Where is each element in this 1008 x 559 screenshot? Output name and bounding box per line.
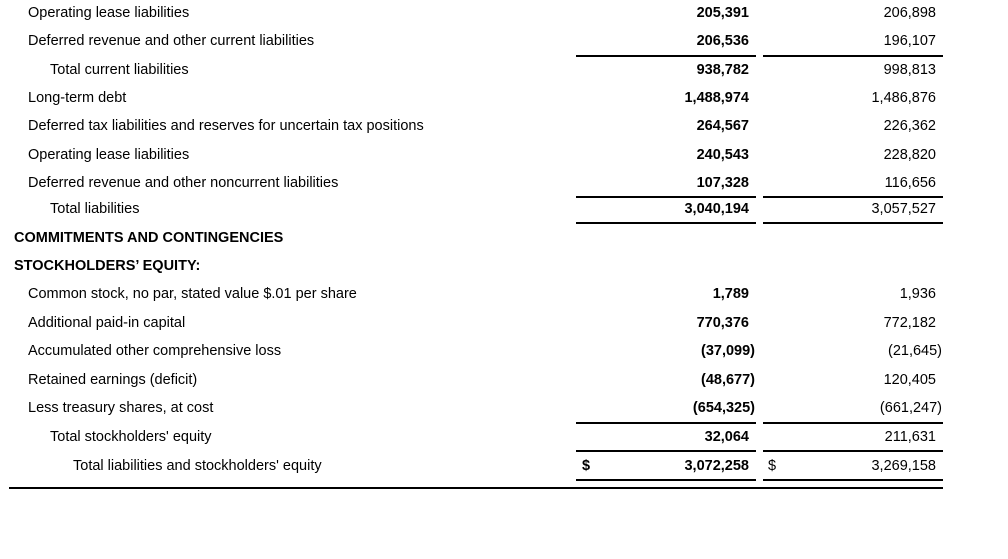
current-value: 1,789 bbox=[712, 286, 749, 302]
current-value: 264,567 bbox=[696, 118, 749, 134]
row-label: Long-term debt bbox=[28, 90, 127, 106]
current-value: 206,536 bbox=[696, 33, 749, 49]
page-bottom-rule bbox=[9, 487, 943, 489]
prior-value: 226,362 bbox=[883, 118, 936, 134]
currency-symbol: $ bbox=[582, 458, 591, 474]
prior-value: 998,813 bbox=[883, 62, 936, 78]
table-row bbox=[0, 0, 1008, 27]
section-heading bbox=[0, 224, 1008, 252]
prior-value: 196,107 bbox=[883, 33, 936, 49]
row-label: Deferred tax liabilities and reserves for uncertain tax positions bbox=[28, 118, 424, 134]
current-value: (654,325) bbox=[692, 400, 755, 416]
section-heading bbox=[0, 252, 1008, 280]
table-row bbox=[0, 195, 1008, 223]
row-label: Operating lease liabilities bbox=[28, 147, 190, 163]
table-row bbox=[0, 27, 1008, 55]
total-rule bbox=[576, 479, 756, 481]
prior-value: 3,057,527 bbox=[871, 201, 936, 217]
row-label: Common stock, no par, stated value $.01 per share bbox=[28, 286, 357, 302]
table-row bbox=[0, 84, 1008, 112]
row-label: Additional paid-in capital bbox=[28, 315, 186, 331]
row-label: Deferred revenue and other noncurrent liabilities bbox=[28, 175, 339, 191]
prior-value: 206,898 bbox=[883, 5, 936, 21]
prior-value: 3,269,158 bbox=[871, 458, 936, 474]
current-value: (48,677) bbox=[700, 372, 755, 388]
table-row bbox=[0, 366, 1008, 394]
row-label: Accumulated other comprehensive loss bbox=[28, 343, 282, 359]
commitments-heading: COMMITMENTS AND CONTINGENCIES bbox=[14, 230, 284, 246]
prior-value: 228,820 bbox=[883, 147, 936, 163]
row-label: Total stockholders' equity bbox=[50, 429, 212, 445]
table-row bbox=[0, 56, 1008, 84]
current-value: (37,099) bbox=[700, 343, 755, 359]
row-label: Retained earnings (deficit) bbox=[28, 372, 198, 388]
prior-value: (21,645) bbox=[887, 343, 942, 359]
current-value: 32,064 bbox=[704, 429, 749, 445]
row-label: Total liabilities and stockholders' equity bbox=[73, 458, 322, 474]
current-value: 770,376 bbox=[696, 315, 749, 331]
prior-value: (661,247) bbox=[879, 400, 942, 416]
row-label: Total current liabilities bbox=[50, 62, 189, 78]
currency-symbol: $ bbox=[768, 458, 777, 474]
prior-value: 1,486,876 bbox=[871, 90, 936, 106]
table-row bbox=[0, 452, 1008, 480]
current-value: 205,391 bbox=[696, 5, 749, 21]
table-row bbox=[0, 423, 1008, 451]
current-value: 107,328 bbox=[696, 175, 749, 191]
table-row bbox=[0, 309, 1008, 337]
table-row bbox=[0, 337, 1008, 365]
table-row bbox=[0, 280, 1008, 308]
prior-value: 116,656 bbox=[884, 175, 936, 191]
current-value: 3,072,258 bbox=[684, 458, 749, 474]
total-rule bbox=[763, 479, 943, 481]
row-label: Total liabilities bbox=[50, 201, 140, 217]
table-row bbox=[0, 394, 1008, 422]
prior-value: 772,182 bbox=[883, 315, 936, 331]
row-label: Deferred revenue and other current liabilities bbox=[28, 33, 315, 49]
current-value: 240,543 bbox=[696, 147, 749, 163]
current-value: 1,488,974 bbox=[684, 90, 749, 106]
prior-value: 1,936 bbox=[899, 286, 936, 302]
prior-value: 211,631 bbox=[884, 429, 936, 445]
table-row bbox=[0, 141, 1008, 169]
row-label: Less treasury shares, at cost bbox=[28, 400, 214, 416]
table-row bbox=[0, 169, 1008, 197]
stockholders-equity-heading: STOCKHOLDERS’ EQUITY: bbox=[14, 258, 201, 274]
row-label: Operating lease liabilities bbox=[28, 5, 190, 21]
current-value: 938,782 bbox=[696, 62, 749, 78]
prior-value: 120,405 bbox=[883, 372, 936, 388]
current-value: 3,040,194 bbox=[684, 201, 749, 217]
table-row bbox=[0, 112, 1008, 140]
